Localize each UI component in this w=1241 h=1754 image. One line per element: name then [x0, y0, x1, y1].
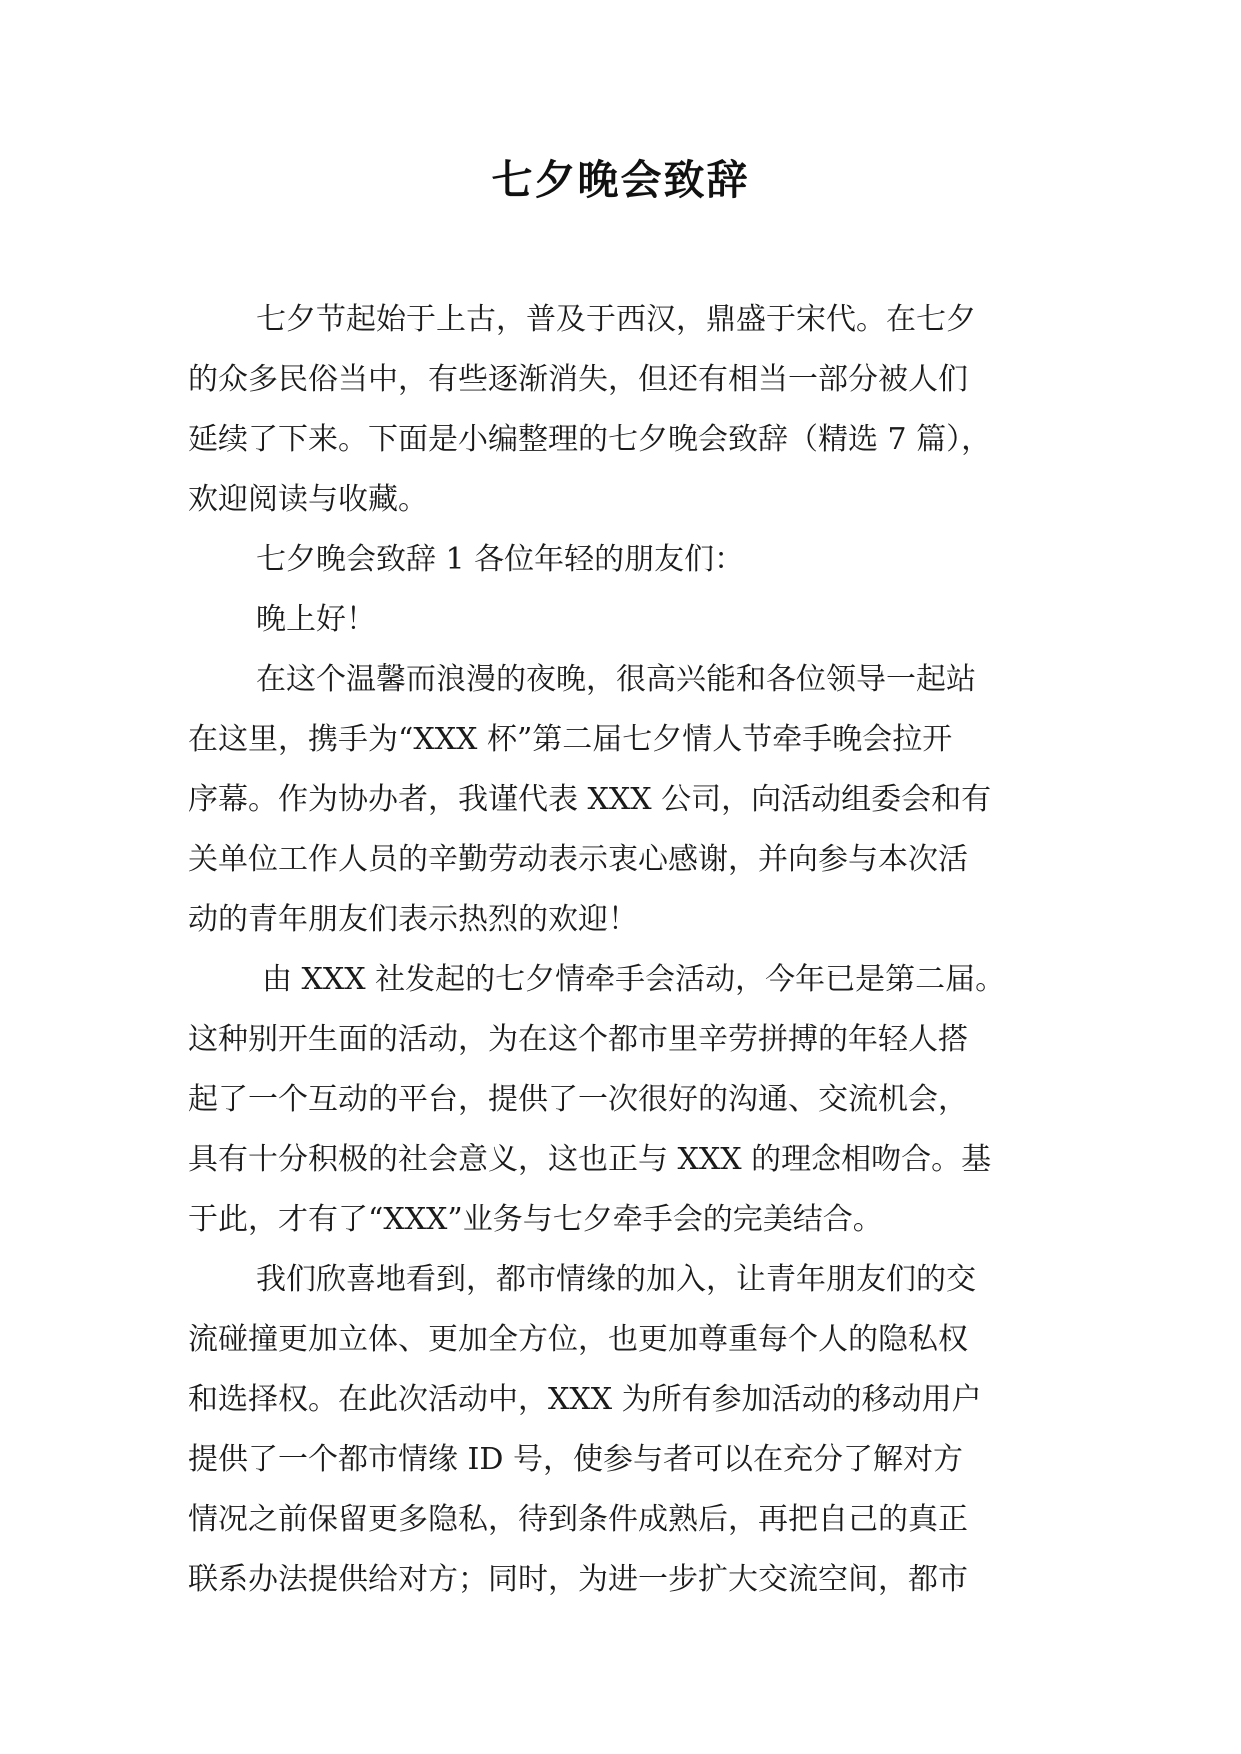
document-body [188, 290, 1063, 1610]
text-line: 七夕晚会致辞 1 各位年轻的朋友们： [256, 542, 745, 577]
text-line: 延续了下来。下面是小编整理的七夕晚会致辞（精选 7 篇）， [188, 422, 992, 457]
text-line: 晚上好！ [256, 602, 376, 637]
text-line: 联系办法提供给对方；同时，为进一步扩大交流空间，都市 [188, 1562, 968, 1597]
text-line: 这种别开生面的活动，为在这个都市里辛劳拼搏的年轻人搭 [188, 1022, 968, 1057]
text-line: 由 XXX 社发起的七夕情牵手会活动，今年已是第二届。 [262, 962, 1006, 997]
text-line: 欢迎阅读与收藏。 [188, 482, 428, 517]
text-line: 关单位工作人员的辛勤劳动表示衷心感谢，并向参与本次活 [188, 842, 968, 877]
text-line: 七夕节起始于上古，普及于西汉，鼎盛于宋代。在七夕 [256, 302, 976, 337]
text-line: 序幕。作为协办者，我谨代表 XXX 公司，向活动组委会和有 [188, 782, 992, 817]
text-line: 于此，才有了“XXX”业务与七夕牵手会的完美结合。 [188, 1202, 883, 1237]
text-line: 情况之前保留更多隐私，待到条件成熟后，再把自己的真正 [188, 1502, 968, 1537]
document-title: 七夕晚会致辞 [491, 156, 750, 204]
text-line: 我们欣喜地看到，都市情缘的加入，让青年朋友们的交 [256, 1262, 976, 1297]
text-line: 在这个温馨而浪漫的夜晚，很高兴能和各位领导一起站 [256, 662, 976, 697]
text-line: 提供了一个都市情缘 ID 号，使参与者可以在充分了解对方 [188, 1442, 963, 1477]
text-line: 在这里，携手为“XXX 杯”第二届七夕情人节牵手晚会拉开 [188, 722, 953, 757]
text-line: 流碰撞更加立体、更加全方位，也更加尊重每个人的隐私权 [188, 1322, 968, 1357]
text-line: 起了一个互动的平台，提供了一次很好的沟通、交流机会， [188, 1082, 968, 1117]
text-line: 和选择权。在此次活动中，XXX 为所有参加活动的移动用户 [188, 1382, 982, 1417]
text-line: 动的青年朋友们表示热烈的欢迎！ [188, 902, 638, 937]
text-line: 具有十分积极的社会意义，这也正与 XXX 的理念相吻合。基 [188, 1142, 992, 1177]
text-line: 的众多民俗当中，有些逐渐消失，但还有相当一部分被人们 [188, 362, 968, 397]
